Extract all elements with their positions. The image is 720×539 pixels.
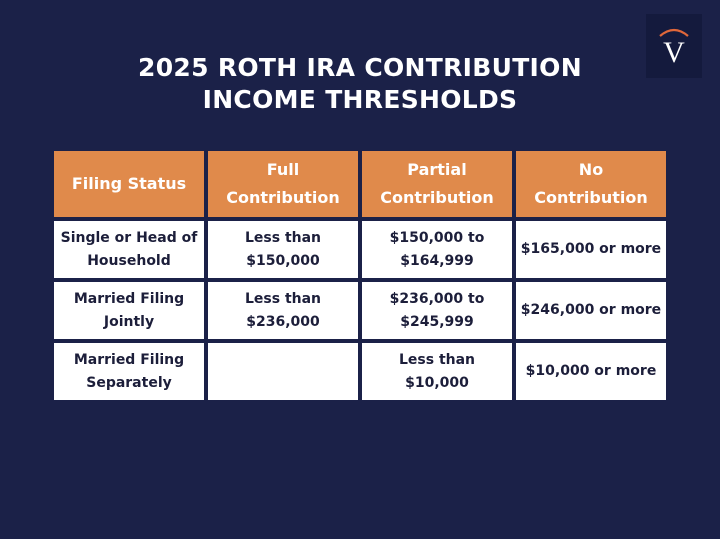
cell-full-empty bbox=[208, 343, 358, 400]
title-line-1: 2025 ROTH IRA CONTRIBUTION bbox=[138, 53, 582, 82]
cell-partial bbox=[362, 343, 512, 400]
cell-text: $236,000 to bbox=[389, 290, 485, 307]
table-header-row bbox=[54, 151, 666, 217]
cell-none bbox=[516, 343, 666, 400]
cell-text: Household bbox=[87, 252, 171, 269]
cell-full bbox=[208, 221, 358, 278]
cell-text: $150,000 to bbox=[389, 229, 485, 246]
header-no-contribution bbox=[516, 151, 666, 217]
cell-filing-status bbox=[54, 343, 204, 400]
cell-text: Separately bbox=[86, 374, 172, 391]
cell-full bbox=[208, 282, 358, 339]
logo-letter: V bbox=[663, 36, 685, 69]
header-text: Contribution bbox=[534, 188, 648, 207]
table-row bbox=[54, 343, 666, 400]
table-row bbox=[54, 221, 666, 278]
cell-text: Less than bbox=[398, 351, 476, 368]
cell-filing-status bbox=[54, 221, 204, 278]
header-text: Partial bbox=[407, 160, 467, 179]
cell-text: Jointly bbox=[103, 313, 155, 330]
header-text: Full bbox=[266, 160, 300, 179]
cell-text: Single or Head of bbox=[60, 229, 198, 246]
cell-text: $246,000 or more bbox=[520, 302, 662, 318]
cell-text: Married Filing bbox=[73, 290, 185, 307]
cell-filing-status bbox=[54, 282, 204, 339]
cell-none bbox=[516, 282, 666, 339]
header-text: Contribution bbox=[380, 188, 494, 207]
cell-text: $10,000 bbox=[405, 374, 469, 391]
cell-text: Less than bbox=[244, 229, 322, 246]
header-filing-status bbox=[54, 151, 204, 217]
cell-text: $165,000 or more bbox=[520, 241, 662, 257]
table-row bbox=[54, 282, 666, 339]
title-line-2: INCOME THRESHOLDS bbox=[202, 85, 518, 114]
header-text: Filing Status bbox=[71, 174, 187, 193]
cell-text: $10,000 or more bbox=[525, 363, 657, 379]
cell-text: $245,999 bbox=[400, 313, 474, 330]
cell-text: Less than bbox=[244, 290, 322, 307]
thresholds-table bbox=[50, 147, 670, 404]
cell-text: $164,999 bbox=[400, 252, 474, 269]
cell-text: Married Filing bbox=[73, 351, 185, 368]
cell-partial bbox=[362, 221, 512, 278]
header-full-contribution bbox=[208, 151, 358, 217]
header-text: Contribution bbox=[226, 188, 340, 207]
cell-partial bbox=[362, 282, 512, 339]
cell-none bbox=[516, 221, 666, 278]
cell-text: $150,000 bbox=[246, 252, 320, 269]
cell-text: $236,000 bbox=[246, 313, 320, 330]
header-partial-contribution bbox=[362, 151, 512, 217]
page-title bbox=[0, 52, 720, 116]
header-text: No bbox=[578, 160, 604, 179]
